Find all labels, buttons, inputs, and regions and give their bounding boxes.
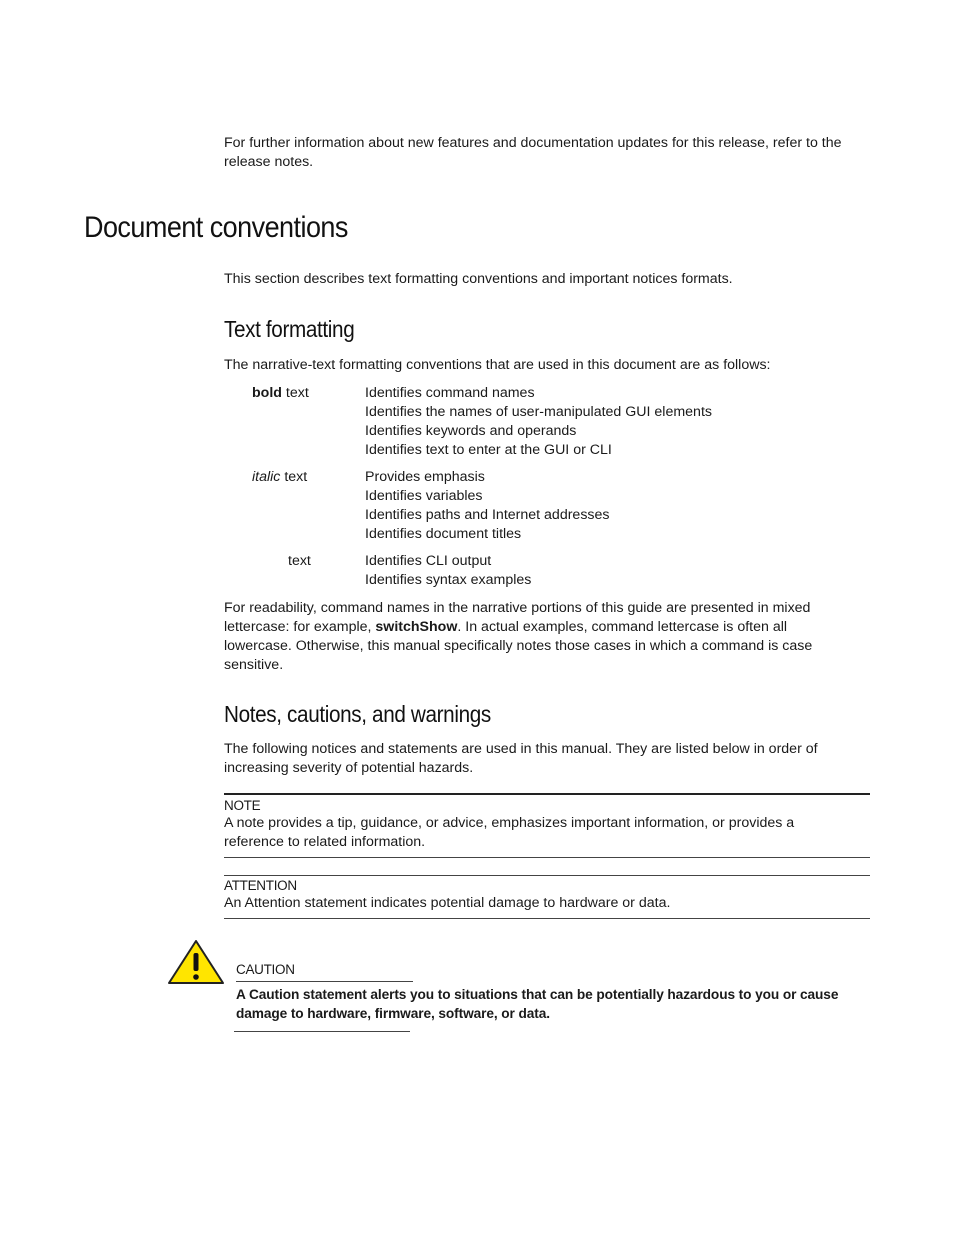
attention-text: An Attention statement indicates potential damage to hardware or data. — [224, 895, 671, 911]
convention-description: Identifies keywords and operands — [365, 423, 577, 439]
convention-styled-word: bold — [252, 385, 282, 401]
notices-intro: The following notices and statements are used in this manual. They are listed below in order of increasing severity of potential hazards. — [224, 741, 818, 776]
convention-styled-word: italic — [252, 469, 281, 485]
section-description: This section describes text formatting conventions and important notices formats. — [224, 271, 733, 287]
convention-descriptions-bold — [365, 384, 712, 460]
warning-triangle-icon — [167, 939, 225, 985]
convention-term-code — [288, 552, 311, 571]
text-formatting-intro: The narrative-text formatting conventions that are used in this document are as follows: — [224, 357, 771, 373]
attention-top-rule — [224, 875, 870, 876]
convention-description: Identifies paths and Internet addresses — [365, 507, 610, 523]
convention-description: Identifies the names of user-manipulated GUI elements — [365, 404, 712, 420]
convention-term-italic — [252, 468, 307, 487]
convention-suffix: text — [280, 469, 308, 485]
caution-text: A Caution statement alerts you to situations that can be potentially hazardous to you or cause damage to hardware, firmware, software, or data. — [236, 987, 839, 1021]
convention-suffix: text — [281, 385, 309, 401]
convention-description: Provides emphasis — [365, 469, 485, 485]
text-formatting-heading: Text formatting — [224, 316, 355, 342]
command-example: switchShow — [375, 619, 458, 635]
convention-descriptions-italic — [365, 468, 610, 544]
note-top-rule — [224, 793, 870, 795]
readability-paragraph — [224, 599, 850, 675]
convention-description: Identifies syntax examples — [365, 572, 532, 588]
note-label: NOTE — [224, 798, 261, 813]
note-text: A note provides a tip, guidance, or advice, emphasizes important information, or provides a reference to related information. — [224, 815, 795, 850]
readability-text: For readability, command names in the narrative portions of this guide are presented in mixed lettercase: for example, — [224, 600, 811, 635]
convention-description: Identifies text to enter at the GUI or CLI — [365, 442, 612, 458]
caution-bottom-rule — [234, 1031, 410, 1032]
caution-label-rule — [236, 981, 413, 982]
convention-term-bold — [252, 384, 309, 403]
convention-description: Identifies variables — [365, 488, 483, 504]
caution-label: CAUTION — [236, 962, 295, 977]
attention-label: ATTENTION — [224, 878, 297, 893]
convention-descriptions-code — [365, 552, 531, 590]
convention-description: Identifies CLI output — [365, 553, 492, 569]
convention-suffix: text — [288, 553, 311, 569]
attention-bottom-rule — [224, 918, 870, 919]
notices-heading: Notes, cautions, and warnings — [224, 701, 491, 727]
convention-description: Identifies command names — [365, 385, 535, 401]
intro-paragraph: For further information about new features and documentation updates for this release, refer to the release notes. — [224, 135, 842, 170]
page-title: Document conventions — [84, 211, 348, 244]
note-bottom-rule — [224, 857, 870, 858]
readability-text: . In actual examples, command lettercase is often all lowercase. Otherwise, this manual specifically notes those cases in which a command is case sensitive. — [224, 619, 813, 673]
convention-description: Identifies document titles — [365, 526, 522, 542]
